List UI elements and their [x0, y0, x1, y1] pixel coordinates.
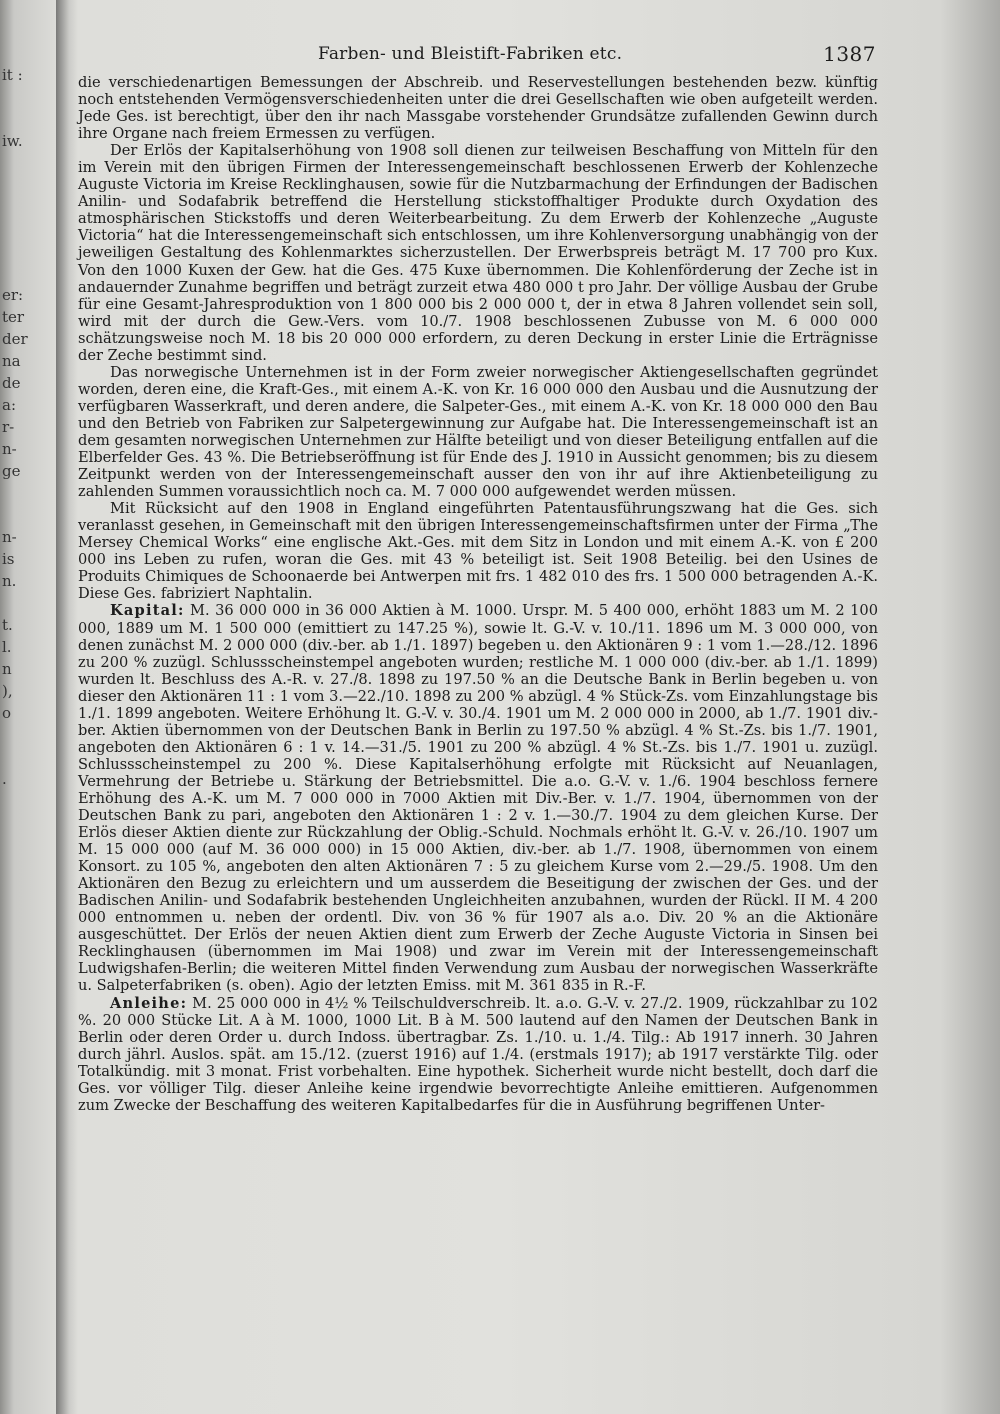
margin-fragment	[2, 504, 42, 526]
margin-fragment: a:	[2, 396, 16, 414]
section-label-kapital: Kapital:	[110, 602, 185, 620]
margin-fragment	[2, 262, 42, 284]
section-text-kapital: M. 36 000 000 in 36 000 Aktien à M. 1000. Urspr. M. 5 400 000, erhöht 1883 um M. 2 100 000, 1889 um M. 1 500 000 (emittiert zu 147.25 %), sowie lt. G.-V. v. 10./11. 1896 um M. 3 000 000, von denen zunächst M. 2 000 000 (div.-ber. ab 1./1. 1897) begeben u. den Aktionären 9 : 1 vom 1.—28./12. 1896 zu 200 % zuzügl. Schlussscheinstempel angeboten wurden; restliche M. 1 000 000 (div.-ber. ab 1./1. 1899) wurden lt. Beschluss des A.-R. v. 27./8. 1898 zu 197.50 % an die Deutsche Bank in Berlin begeben u. von dieser den Aktionären 11 : 1 vom 3.—22./10. 1898 zu 200 % abzügl. 4 % Stück-Zs. vom Einzahlungstage bis 1./1. 1899 angeboten. Weitere Erhöhung lt. G.-V. v. 30./4. 1901 um M. 2 000 000 in 2000, ab 1./7. 1901 div.-ber. Aktien übernommen von der Deutschen Bank in Berlin zu 197.50 % abzügl. 4 % St.-Zs. bis 1./7. 1901, angeboten den Aktionären 6 : 1 v. 14.—31./5. 1901 zu 200 % abzügl. 4 % St.-Zs. bis 1./7. 1901 u. zuzügl. Schlussscheinstempel zu 200 %. Diese Kapitalserhöhung erfolgte mit Rücksicht auf Neuanlagen, Vermehrung der Betriebe u. Stärkung der Betriebsmittel. Die a.o. G.-V. v. 1./6. 1904 beschloss fernere Erhöhung des A.-K. um M. 7 000 000 in 7000 Aktien mit Div.-Ber. v. 1./7. 1904, übernommen von der Deutschen Bank zu pari, angeboten den Aktionären 1 : 2 v. 1.—30./7. 1904 zu dem gleichen Kurse. Der Erlös dieser Aktien diente zur Rückzahlung der Oblig.-Schuld. Nochmals erhöht lt. G.-V. v. 26./10. 1907 um M. 15 000 000 (auf M. 36 000 000) in 15 000 Aktien, div.-ber. ab 1./7. 1908, übernommen von einem Konsort. zu 105 %, angeboten den alten Aktionären 7 : 5 zu gleichem Kurse vom 2.—29./5. 1908. Um den Aktionären den Bezug zu erleichtern und um ausserdem die Beseitigung der zwischen der Ges. und der Badischen Anilin- und Sodafabrik bestehenden Ungleichheiten anzubahnen, wurden der Rückl. II M. 4 200 000 entnommen u. neben der ordentl. Div. von 36 % für 1907 als a.o. Div. 20 % an die Aktionäre ausgeschüttet. Der Erlös der neuen Aktien dient zum Erwerb der Zeche Auguste Victoria in Sinsen bei Recklinghausen (übernommen im Mai 1908) und zwar im Verein mit der Interessengemeinschaft Ludwigshafen-Berlin; die weiteren Mittel finden Verwendung zum Ausbau der norwegischen Wasserkräfte u. Salpeterfabriken (s. oben). Agio der letzten Emiss. mit M. 361 835 in R.-F.	[78, 602, 878, 995]
margin-fragment: n.	[2, 572, 17, 590]
margin-fragment	[2, 196, 42, 218]
margin-fragment	[2, 482, 42, 504]
margin-fragment: de	[2, 374, 21, 392]
section-text-anleihe: M. 25 000 000 in 4½ % Teilschuldverschreib. lt. a.o. G.-V. v. 27./2. 1909, rückzahlbar zu 102 %. 20 000 Stücke Lit. A à M. 1000, 1000 Lit. B à M. 500 lautend auf den Namen der Deutschen Bank in Berlin oder deren Order u. durch Indoss. übertragbar. Zs. 1./10. u. 1./4. Tilg.: Ab 1917 innerh. 30 Jahren durch jährl. Auslos. spät. am 15./12. (zuerst 1916) auf 1./4. (erstmals 1917); ab 1917 verstärkte Tilg. oder Totalkündig. mit 3 monat. Frist vorbehalten. Eine hypothek. Sicherheit wurde nicht bestellt, doch darf die Ges. vor völliger Tilg. dieser Anleihe keine irgendwie bevorrechtigte Anleihe emittieren. Aufgenommen zum Zwecke der Beschaffung des weiteren Kapitalbedarfes für die in Ausführung begriffenen Unter-	[78, 994, 878, 1114]
margin-fragment: der	[2, 330, 28, 348]
margin-fragment	[2, 108, 42, 130]
margin-fragment: t.	[2, 616, 13, 634]
margin-fragment: ter	[2, 308, 25, 326]
margin-fragment: n-	[2, 528, 17, 546]
paragraph-mersey-chemical-works: Mit Rücksicht auf den 1908 in England eingeführten Patentausführungszwang hat die Ges. sich veranlasst gesehen, in Gemeinschaft mit den übrigen Interessengemeinschaftsfirmen unter der Firma „The Mersey Chemical Works“ eine englische Akt.-Ges. mit dem Sitz in London und mit einem A.-K. von £ 200 000 ins Leben zu rufen, woran die Ges. mit 43 % beteiligt ist. Seit 1908 Beteilig. bei den Usines de Produits Chimiques de Schoonaerde bei Antwerpen mit frs. 1 482 010 des frs. 1 500 000 betragenden A.-K. Diese Ges. fabriziert Naphtalin.	[78, 500, 878, 603]
page-number: 1387	[823, 42, 876, 66]
page	[78, 36, 878, 1114]
margin-fragment: ),	[2, 682, 13, 700]
margin-fragment: .	[2, 770, 7, 788]
binding-gutter-shadow	[56, 0, 78, 1414]
page-header	[78, 36, 878, 74]
paragraph-norwegisches-unternehmen: Das norwegische Unternehmen ist in der Form zweier norwegischer Aktiengesellschaften gegründet worden, deren eine, die Kraft-Ges., mit einem A.-K. von Kr. 16 000 000 den Ausbau und die Ausnutzung der verfügbaren Wasserkraft, und deren andere, die Salpeter-Ges., mit einem A.-K. von Kr. 18 000 000 den Bau und den Betrieb von Fabriken zur Salpetergewinnung zur Aufgabe hat. Die Interessengemeinschaft ist an dem gesamten norwegischen Unternehmen zur Hälfte beteiligt und von dieser Beteiligung entfallen auf die Elberfelder Ges. 43 %. Die Betriebseröffnung ist für Ende des J. 1910 in Aussicht genommen; bis zu diesem Zeitpunkt werden von der Interessengemeinschaft ausser den von ihr auf ihre Aktienbeteiligung zu zahlenden Summen voraussichtlich noch ca. M. 7 000 000 aufgewendet werden müssen.	[78, 363, 878, 501]
running-head: Farben- und Bleistift-Fabriken etc.	[318, 44, 623, 64]
body-text	[78, 74, 878, 1114]
paragraph-anleihe	[78, 995, 878, 1114]
margin-fragment	[2, 174, 42, 196]
margin-fragment	[2, 218, 42, 240]
margin-fragment: l.	[2, 638, 12, 656]
margin-fragment: na	[2, 352, 21, 370]
margin-fragment: r-	[2, 418, 15, 436]
margin-fragment: ge	[2, 462, 21, 480]
margin-fragment	[2, 746, 42, 768]
section-label-anleihe: Anleihe:	[110, 994, 188, 1012]
paragraph-continuation: die verschiedenartigen Bemessungen der Abschreib. und Reservestellungen bestehenden bezw. künftig noch entstehenden Vermögensverschiedenheiten unter die drei Gesellschaften wie oben aufgeteilt werden. Jede Ges. ist berechtigt, über den ihr nach Massgabe vorstehender Grundsätze zufallenden Gewinn durch ihre Organe nach freiem Ermessen zu verfügen.	[78, 74, 878, 143]
margin-fragment: er:	[2, 286, 24, 304]
margin-fragment: is	[2, 550, 15, 568]
margin-fragment	[2, 152, 42, 174]
margin-fragment: it :	[2, 66, 23, 84]
paragraph-kapital	[78, 602, 878, 994]
facing-page-margin-fragments	[2, 64, 42, 790]
margin-fragment: iw.	[2, 132, 23, 150]
paragraph-kapitalserhoehung-1908: Der Erlös der Kapitalserhöhung von 1908 soll dienen zur teilweisen Beschaffung von Mitteln für den im Verein mit den übrigen Firmen der Interessengemeinschaft beschlossenen Erwerb der Kohlenzeche Auguste Victoria im Kreise Recklinghausen, sowie für die Nutzbarmachung der Erfindungen der Badischen Anilin- und Sodafabrik betreffend die Herstellung stickstoffhaltiger Produkte durch Oxydation des atmosphärischen Stickstoffs und deren Weiterbearbeitung. Zu dem Erwerb der Kohlenzeche „Auguste Victoria“ hat die Interessengemeinschaft sich entschlossen, um ihre Kohlenversorgung unabhängig von der jeweiligen Gestaltung des Kohlenmarktes sicherzustellen. Der Erwerbspreis beträgt M. 17 700 pro Kux. Von den 1000 Kuxen der Gew. hat die Ges. 475 Kuxe übernommen. Die Kohlenförderung der Zeche ist in andauernder Zunahme begriffen und beträgt zurzeit etwa 480 000 t pro Jahr. Der völlige Ausbau der Grube für eine Gesamt-Jahresproduktion von 1 800 000 bis 2 000 000 t, der in etwa 8 Jahren vollendet sein soll, wird mit der durch die Gew.-Vers. vom 10./7. 1908 beschlossenen Zubusse von M. 6 000 000 schätzungsweise noch M. 18 bis 20 000 000 erfordern, zu deren Deckung in erster Linie die Erträgnisse der Zeche bestimmt sind.	[78, 142, 878, 364]
margin-fragment	[2, 724, 42, 746]
margin-fragment: o	[2, 704, 12, 722]
margin-fragment: n	[2, 660, 12, 678]
margin-fragment	[2, 86, 42, 108]
margin-fragment	[2, 592, 42, 614]
margin-fragment	[2, 240, 42, 262]
margin-fragment: n-	[2, 440, 17, 458]
